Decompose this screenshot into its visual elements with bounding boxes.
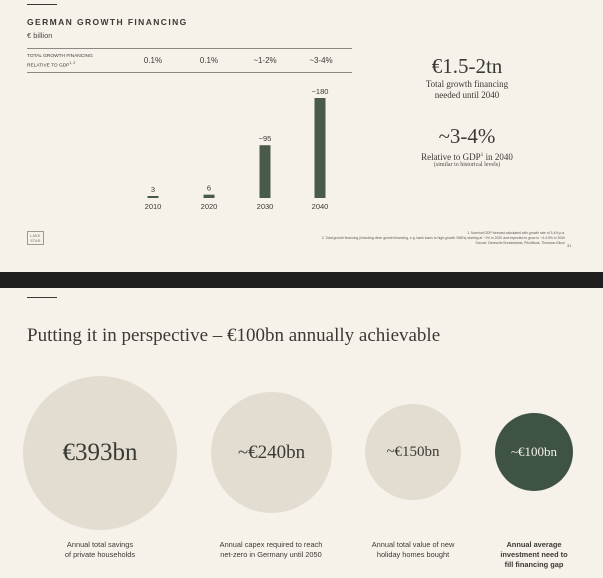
bar-2010 [148, 196, 159, 198]
caption-net-zero-capex [201, 540, 341, 560]
logo-line1: LAKE [30, 234, 41, 238]
stat1-line1: Total growth financing [425, 79, 509, 89]
circle-holiday-homes: ~€150bn [365, 404, 461, 500]
bar-2020 [204, 195, 215, 198]
caption-household-savings [30, 540, 170, 560]
x-tick-2020: 2020 [200, 202, 218, 211]
pct-2040: ~3-4% [309, 56, 333, 65]
row-label-line2: RELATIVE TO GDP [27, 63, 70, 69]
footnote-2: 2. Total growth financing (including other growth financing, e.g. bank loans to high-growth SMEs) starting at ~1% in 2020 and expected to grow to ~4-4.5% in 2040 [321, 236, 565, 240]
pct-2020: 0.1% [199, 56, 219, 65]
caption-net-zero-capex-line2: net-zero in Germany until 2050 [220, 550, 322, 559]
slide-growth-financing [0, 0, 603, 272]
caption-financing-gap-line2: investment need to [500, 550, 568, 559]
slide-separator [0, 272, 603, 288]
row-label-sup: 1, 2 [69, 61, 76, 65]
bar-value-label-2040: ~180 [311, 87, 329, 96]
slide-perspective [0, 288, 603, 578]
caption-financing-gap-line1: Annual average [506, 540, 562, 549]
pct-2010: 0.1% [143, 56, 163, 65]
caption-holiday-homes-line2: holiday homes bought [376, 550, 450, 559]
footnote-1: 1. Nominal GDP forecast calculated with growth rate of 3-4% p.a. [467, 231, 565, 235]
slide2-top-rule [27, 297, 57, 298]
bar-2030 [260, 145, 271, 198]
caption-household-savings-line2: of private households [64, 550, 136, 559]
bar-value-label-2030: ~95 [258, 134, 272, 144]
circle-financing-gap: ~€100bn [495, 413, 573, 491]
bar-value-label-2020: 6 [206, 183, 212, 193]
caption-financing-gap [464, 540, 603, 570]
caption-net-zero-capex-line1: Annual capex required to reach [219, 540, 323, 549]
row-label-line1: TOTAL GROWTH FINANCING [27, 54, 93, 59]
logo-line2: STAR [30, 239, 41, 243]
lakestar-logo [27, 231, 44, 245]
stat2-sup: 1 [480, 152, 484, 158]
slide1-unit: € billion [27, 31, 53, 40]
pct-2030: ~1-2% [253, 56, 277, 65]
stat2-line1-pre: Relative to GDP [421, 152, 481, 162]
stat2-note: (similar to historical levels) [433, 162, 501, 168]
caption-holiday-homes [343, 540, 483, 560]
caption-holiday-homes-line1: Annual total value of new [371, 540, 455, 549]
slide1-title: GERMAN GROWTH FINANCING [27, 17, 188, 27]
stat1-line2: needed until 2040 [434, 90, 500, 100]
circle-household-savings: €393bn [23, 376, 177, 530]
slide2-title: Putting it in perspective – €100bn annually achievable [27, 325, 441, 346]
circle-net-zero-capex: ~€240bn [211, 392, 332, 513]
caption-household-savings-line1: Annual total savings [66, 540, 134, 549]
x-tick-2040: 2040 [311, 202, 329, 211]
page-number: 31 [567, 244, 572, 248]
stat2-value: ~3-4% [438, 124, 496, 148]
stat2-line1-post: in 2040 [483, 152, 513, 162]
bar-2040 [315, 98, 326, 198]
caption-financing-gap-line3: fill financing gap [504, 560, 564, 569]
stat1-value: €1.5-2tn [431, 54, 503, 78]
x-tick-2010: 2010 [144, 202, 162, 211]
x-tick-2030: 2030 [256, 202, 274, 211]
bar-value-label-2010: 3 [150, 185, 156, 194]
source-note: Source: Deutsche Bundesbank, PitchBook, Thomson-Eikon [475, 241, 565, 245]
